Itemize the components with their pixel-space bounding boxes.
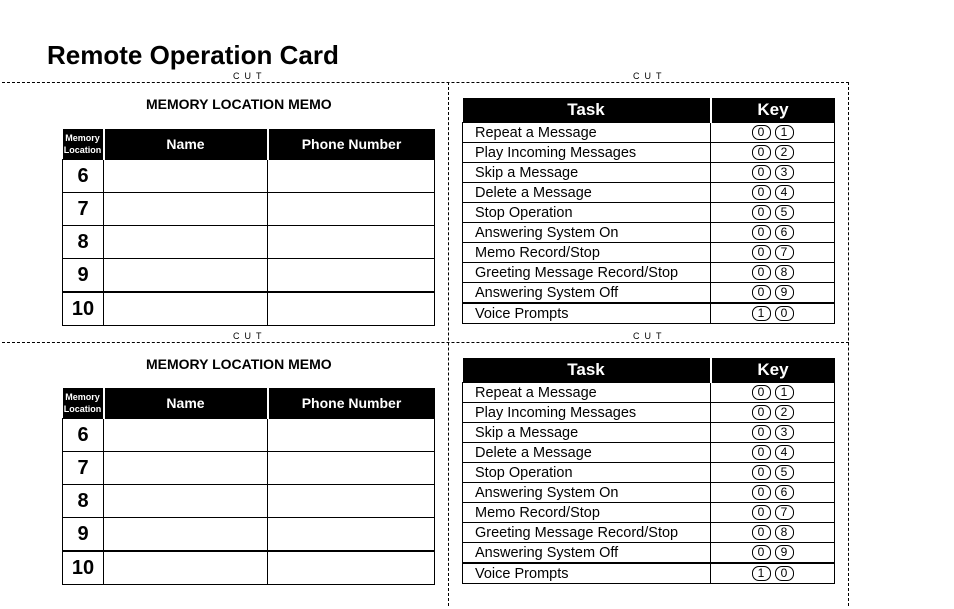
key-digit: 0 <box>752 545 771 560</box>
table-row <box>463 523 835 543</box>
table-row <box>463 463 835 483</box>
key-digit: 7 <box>775 505 794 520</box>
key-digit: 0 <box>752 465 771 480</box>
name-header: Name <box>104 129 268 160</box>
key-cell <box>711 523 835 543</box>
key-cell <box>711 563 835 584</box>
cut-line-middle <box>2 342 849 343</box>
task-name: Answering System Off <box>463 283 711 304</box>
key-cell <box>711 223 835 243</box>
cut-line-top <box>2 82 849 83</box>
task-header: Task <box>463 98 711 123</box>
location-number: 6 <box>63 160 104 193</box>
key-digit: 5 <box>775 465 794 480</box>
key-cell <box>711 183 835 203</box>
location-number: 7 <box>63 452 104 485</box>
key-digit: 3 <box>775 425 794 440</box>
task-name: Memo Record/Stop <box>463 503 711 523</box>
table-row <box>463 303 835 324</box>
table-header-row <box>63 129 435 160</box>
name-cell[interactable] <box>104 226 268 259</box>
key-digit: 0 <box>752 445 771 460</box>
phone-cell[interactable] <box>268 193 435 226</box>
table-row <box>63 160 435 193</box>
cut-label: CUT <box>633 71 667 81</box>
key-digit: 0 <box>752 205 771 220</box>
key-cell <box>711 243 835 263</box>
table-header-row <box>463 98 835 123</box>
name-cell[interactable] <box>104 551 268 585</box>
table-row <box>463 163 835 183</box>
name-cell[interactable] <box>104 419 268 452</box>
key-digit: 0 <box>752 125 771 140</box>
table-row <box>463 143 835 163</box>
location-number: 6 <box>63 419 104 452</box>
key-digit: 0 <box>752 245 771 260</box>
name-cell[interactable] <box>104 485 268 518</box>
table-row <box>463 423 835 443</box>
phone-cell[interactable] <box>268 551 435 585</box>
task-name: Answering System Off <box>463 543 711 564</box>
table-row <box>63 259 435 293</box>
key-digit: 0 <box>752 405 771 420</box>
key-digit: 1 <box>775 385 794 400</box>
task-name: Skip a Message <box>463 163 711 183</box>
key-cell <box>711 303 835 324</box>
key-cell <box>711 543 835 564</box>
key-digit: 7 <box>775 245 794 260</box>
table-row <box>463 383 835 403</box>
key-cell <box>711 383 835 403</box>
key-digit: 8 <box>775 525 794 540</box>
phone-cell[interactable] <box>268 452 435 485</box>
key-digit: 0 <box>752 525 771 540</box>
phone-number-header: Phone Number <box>268 129 435 160</box>
table-row <box>463 403 835 423</box>
key-digit: 0 <box>752 425 771 440</box>
task-name: Delete a Message <box>463 183 711 203</box>
key-digit: 5 <box>775 205 794 220</box>
task-name: Greeting Message Record/Stop <box>463 523 711 543</box>
name-cell[interactable] <box>104 292 268 326</box>
task-name: Voice Prompts <box>463 563 711 584</box>
key-cell <box>711 283 835 304</box>
key-digit: 0 <box>752 285 771 300</box>
key-digit: 1 <box>752 566 771 581</box>
task-header: Task <box>463 358 711 383</box>
phone-cell[interactable] <box>268 485 435 518</box>
remote-task-table <box>462 358 835 584</box>
table-row <box>63 292 435 326</box>
table-row <box>63 551 435 585</box>
phone-cell[interactable] <box>268 259 435 293</box>
table-row <box>463 283 835 304</box>
key-digit: 4 <box>775 185 794 200</box>
table-row <box>63 485 435 518</box>
table-row <box>463 543 835 564</box>
key-digit: 8 <box>775 265 794 280</box>
name-cell[interactable] <box>104 452 268 485</box>
phone-cell[interactable] <box>268 518 435 552</box>
key-cell <box>711 263 835 283</box>
key-digit: 6 <box>775 485 794 500</box>
table-row <box>463 183 835 203</box>
table-row <box>463 123 835 143</box>
phone-number-header: Phone Number <box>268 388 435 419</box>
cut-line-center <box>448 82 449 606</box>
table-row <box>63 419 435 452</box>
task-name: Delete a Message <box>463 443 711 463</box>
key-cell <box>711 463 835 483</box>
phone-cell[interactable] <box>268 226 435 259</box>
key-cell <box>711 403 835 423</box>
name-cell[interactable] <box>104 259 268 293</box>
key-cell <box>711 503 835 523</box>
location-number: 7 <box>63 193 104 226</box>
table-row <box>463 223 835 243</box>
task-name: Stop Operation <box>463 463 711 483</box>
remote-task-table <box>462 98 835 324</box>
table-row <box>63 452 435 485</box>
phone-cell[interactable] <box>268 419 435 452</box>
cut-label: CUT <box>633 331 667 341</box>
table-row <box>463 443 835 463</box>
task-name: Repeat a Message <box>463 383 711 403</box>
name-header: Name <box>104 388 268 419</box>
table-row <box>463 243 835 263</box>
table-row <box>63 518 435 552</box>
task-name: Stop Operation <box>463 203 711 223</box>
task-name: Answering System On <box>463 483 711 503</box>
phone-cell[interactable] <box>268 292 435 326</box>
cut-label: CUT <box>233 71 267 81</box>
key-digit: 4 <box>775 445 794 460</box>
task-name: Answering System On <box>463 223 711 243</box>
task-name: Skip a Message <box>463 423 711 443</box>
name-cell[interactable] <box>104 518 268 552</box>
table-row <box>463 503 835 523</box>
memo-title: MEMORY LOCATION MEMO <box>146 96 332 112</box>
key-header: Key <box>711 358 835 383</box>
key-digit: 0 <box>752 185 771 200</box>
location-number: 10 <box>63 292 104 326</box>
key-digit: 0 <box>775 566 794 581</box>
key-header: Key <box>711 98 835 123</box>
name-cell[interactable] <box>104 160 268 193</box>
task-name: Voice Prompts <box>463 303 711 324</box>
memory-location-header: Memory Location <box>63 129 104 160</box>
key-cell <box>711 163 835 183</box>
location-number: 9 <box>63 259 104 293</box>
key-cell <box>711 483 835 503</box>
key-digit: 0 <box>752 505 771 520</box>
memo-title: MEMORY LOCATION MEMO <box>146 356 332 372</box>
key-digit: 6 <box>775 225 794 240</box>
phone-cell[interactable] <box>268 160 435 193</box>
memory-location-table <box>62 388 435 585</box>
key-cell <box>711 443 835 463</box>
table-row <box>63 193 435 226</box>
task-name: Play Incoming Messages <box>463 143 711 163</box>
name-cell[interactable] <box>104 193 268 226</box>
key-cell <box>711 143 835 163</box>
key-digit: 9 <box>775 285 794 300</box>
key-cell <box>711 203 835 223</box>
key-digit: 2 <box>775 405 794 420</box>
key-digit: 0 <box>752 265 771 280</box>
task-name: Greeting Message Record/Stop <box>463 263 711 283</box>
task-name: Play Incoming Messages <box>463 403 711 423</box>
location-number: 9 <box>63 518 104 552</box>
cut-label: CUT <box>233 331 267 341</box>
location-number: 10 <box>63 551 104 585</box>
key-digit: 1 <box>752 306 771 321</box>
table-row <box>463 203 835 223</box>
table-row <box>463 483 835 503</box>
location-number: 8 <box>63 485 104 518</box>
location-number: 8 <box>63 226 104 259</box>
key-digit: 0 <box>752 225 771 240</box>
table-row <box>63 226 435 259</box>
task-name: Repeat a Message <box>463 123 711 143</box>
cut-line-right <box>848 82 849 606</box>
table-row <box>463 563 835 584</box>
key-cell <box>711 423 835 443</box>
key-digit: 2 <box>775 145 794 160</box>
key-cell <box>711 123 835 143</box>
memory-location-header: Memory Location <box>63 388 104 419</box>
key-digit: 0 <box>752 165 771 180</box>
key-digit: 0 <box>752 145 771 160</box>
task-name: Memo Record/Stop <box>463 243 711 263</box>
key-digit: 3 <box>775 165 794 180</box>
key-digit: 0 <box>752 385 771 400</box>
memory-location-table <box>62 129 435 326</box>
page-title: Remote Operation Card <box>47 40 339 70</box>
key-digit: 0 <box>775 306 794 321</box>
table-header-row <box>463 358 835 383</box>
table-row <box>463 263 835 283</box>
key-digit: 9 <box>775 545 794 560</box>
key-digit: 0 <box>752 485 771 500</box>
table-header-row <box>63 388 435 419</box>
key-digit: 1 <box>775 125 794 140</box>
